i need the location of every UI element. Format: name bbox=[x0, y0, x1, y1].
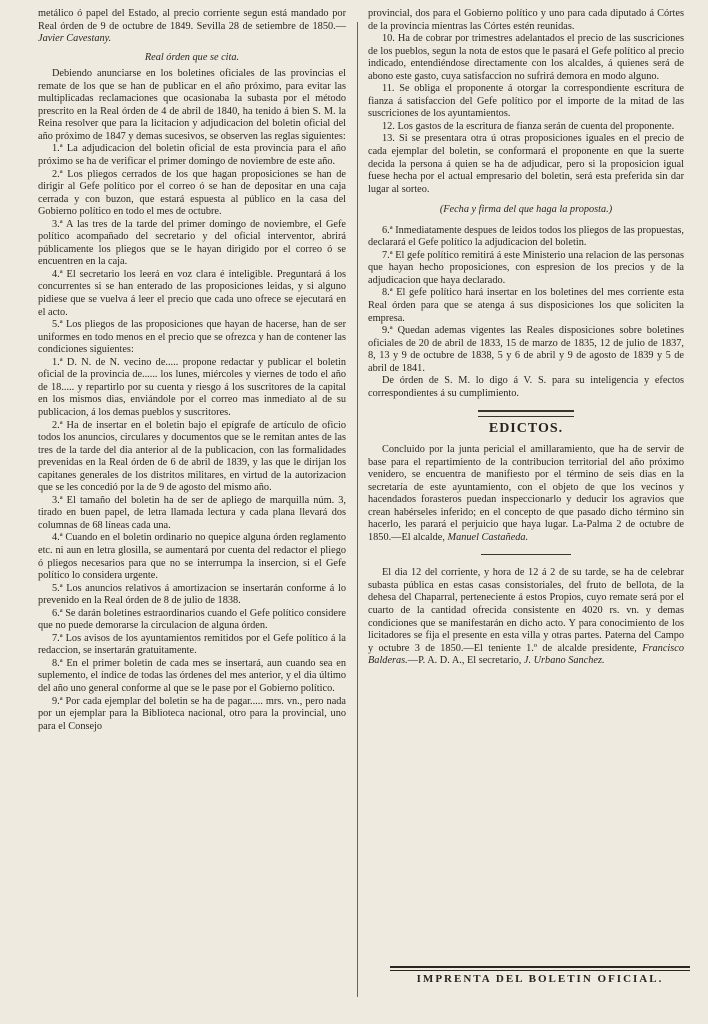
column-divider bbox=[357, 22, 358, 997]
condition-3: 3.ª El tamaño del boletin ha de ser de apliego de marquilla núm. 3, tirado en buen papel, de letra llamada lectura y cada plana llevará dos columnas de 68 líneas cada una. bbox=[38, 494, 346, 531]
section-title: EDICTOS. bbox=[488, 421, 564, 437]
condition-12: 12. Los gastos de la escritura de fianza serán de cuenta del proponente. bbox=[382, 120, 675, 132]
section-rule-thin bbox=[478, 416, 574, 417]
condition-1: 1.ª D. N. de N. vecino de..... propone redactar y publicar el boletin oficial de la provincia de...... los lunes, miércoles y viernes de todo el año de 18..... y repartirlo por su cuenta y riesgo á los suscritores de la capital en los mismos dias, enviándole por el correo mas inmediato al de su publicacion, á los demas pueblos y suscritores. bbox=[38, 356, 346, 418]
right-column bbox=[368, 8, 684, 668]
continuation-paragraph: provincial, dos para el Gobierno político y uno para cada diputado á Córtes de la provincia mientras las Córtes estén reunidas. bbox=[368, 8, 684, 32]
condition-13: 13. Si se presentara otra ú otras proposiciones iguales en el precio de cada ejemplar del boletin, se conformará el proponente en que la suerte decida la persona á quien se ha de adjudicar, pero si la proposicion igual fuese hecha por el actual empresario del boletin, será esta preferida sin dar lugar al sorteo. bbox=[368, 133, 684, 195]
rule-2: 2.ª Los pliegos cerrados de los que hagan proposiciones se han de dirigir al Gefe político por el correo ó se han de depositar en una caja cerrada y con buzon, que estará espuesta al público en la casa del Gobierno político en todo el mes de octubre. bbox=[38, 168, 346, 218]
closing-paragraph: De órden de S. M. lo digo á V. S. para su inteligencia y efectos correspondientes á su cumplimiento. bbox=[368, 375, 684, 399]
section-rule bbox=[478, 410, 574, 412]
date-signature-note: (Fecha y firma del que haga la proposta.) bbox=[439, 204, 613, 216]
condition-5: 5.ª Los anuncios relativos á amortizacion se insertarán conforme á lo prevenido en la Real órden de 8 de julio de 1838. bbox=[38, 582, 346, 607]
condition-2: 2.ª Ha de insertar en el boletin bajo el epígrafe de artículo de oficio todos los anuncios, circulares y documentos que se le remitan antes de las tres de la tarde del dia anterior al de la publicacion, con las formalidades prevenidas en la Real órden de 6 de abril de 1839, y las que le dirijan los capitanes generales de los distritos militares, en virtud de la autorizacion que se les concedió por la de 9 de agosto del mismo año. bbox=[38, 419, 346, 494]
condition-4: 4.ª Cuando en el boletin ordinario no quepice alguna órden reglamento etc. ni aun en letra glosilla, se aumentará por cuenta del redactor el pliego ó pliegos necesarios para que no se interrumpa la insercion, si el Gefe político lo considera urgente. bbox=[38, 532, 346, 582]
rule-3: 3.ª A las tres de la tarde del primer domingo de noviembre, el Gefe político acompañado del secretario y del oficial interventor, abrirá públicamente los pliegos que se le hayan dirigido por el correo ó se encuentren en la caja. bbox=[38, 218, 346, 268]
condition-8: 8.ª En el primer boletin de cada mes se insertará, aun cuando sea en suplemento, el índice de todas las órdenes del mes anterior, y el dia último del año uno general conforme al que se le pase por el Gobierno político. bbox=[38, 657, 346, 694]
rule-6: 6.ª Inmediatamente despues de leidos todos los pliegos de las propuestas, declarará el Gefe político la adjudicacion del boletin. bbox=[368, 224, 684, 249]
rule-1: 1.ª La adjudicacion del boletin oficial de esta provincia para el año próximo se ha de verificar el primer domingo de noviembre de este año. bbox=[38, 143, 346, 168]
imprint-footer: IMPRENTA DEL BOLETIN OFICIAL. bbox=[390, 966, 690, 985]
subheading: Real órden que se cita. bbox=[144, 51, 240, 63]
paragraph: Debiendo anunciarse en los boletines oficiales de las provincias el remate de los que se han de publicar en el año próximo, para evitar las multiplicadas reclamaciones que ocasionaba la subasta por el método prescrito en la Real órden de 4 de abril de 1840, ha tenido á bien S. M. la Reina resolver que para la licitacion y adjudicacion del boletin oficial del año próximo de 1847 y demas sucesivos, se observen las reglas siguientes: bbox=[38, 68, 346, 142]
edict-1: Concluido por la junta pericial el amillaramiento, que ha de servir de base para el repartimiento de la contribucion territorial del año próximo venidero, se encuentra de manifiesto por el término de seis dias en la secretaría de este ayuntamiento, con el objeto de que los vecinos y hacendados forasteros puedan inspeccionarlo y deducir los agravios que crean habérseles inferido; en el concepto de que pasado dicho término sin hacerlo, les parará el perjuicio que haya lugar. La-Palma 2 de octubre de 1850.—El alcalde, Manuel Castañeda. bbox=[368, 443, 684, 543]
edict-separator bbox=[481, 554, 571, 555]
edict-2: El dia 12 del corriente, y hora de 12 á 2 de su tarde, se ha de celebrar subasta pública en estas casas consistoriales, del fruto de bellota, de la dehesa del Chaparral, perteneciente á estos Propios, cuyo remate será por el cuarto de la cantidad ofrecida consistente en 4020 rs. vn. y demas condiciones que se manifestarán en dicho acto. Y para conocimiento de los licitadores se fija el presente en esta villa y otras partes. Paterna del Campo y octubre 3 de 1850.—El teniente 1.º de alcalde presidente, Francisco Balderas.—P. A. D. A., El secretario, J. Urbano Sanchez. bbox=[368, 567, 684, 667]
rule-4: 4.ª El secretario los leerá en voz clara é inteligible. Preguntará á los concurrentes si se han enterado de las proposiciones leidas, y si alguno pidiese que se vuelva á leer el precio que cada uno ofrece se ejecutará en el acto. bbox=[38, 268, 346, 318]
left-column bbox=[38, 8, 346, 733]
rule-8: 8.ª El gefe político hará insertar en los boletines del mes corriente esta Real órden para que se atenga á sus disposiciones los que soliciten la empresa. bbox=[368, 287, 684, 324]
condition-7: 7.ª Los avisos de los ayuntamientos remitidos por el Gefe político á la redaccion, se insertarán gratuitamente. bbox=[38, 632, 346, 657]
intro-paragraph: metálico ó papel del Estado, al precio corriente segun está mandado por Real órden de 9 de octubre de 1849. Sevilla 28 de setiembre de 1850.—Javier Cavestany. bbox=[38, 8, 346, 45]
rule-7: 7.ª El gefe político remitirá á este Ministerio una relacion de las personas que hayan hecho proposiciones, con espresion de los precios y de la adjudicacion que haya declarado. bbox=[368, 249, 684, 286]
rule-5: 5.ª Los pliegos de las proposiciones que hayan de hacerse, han de ser uniformes en todo menos en el precio que se ofrezca y han de contener las condiciones siguientes: bbox=[38, 319, 346, 356]
condition-11: 11. Se obliga el proponente á otorgar la correspondiente escritura de fianza á satisfaccion del Gefe político por el importe de la mitad de las suscriciones de los ayuntamientos. bbox=[368, 83, 684, 120]
rule-9: 9.ª Quedan ademas vigentes las Reales disposiciones sobre boletines oficiales de 20 de abril de 1833, 15 de marzo de 1835, 12 de julio de 1837, 8, 13 y 9 de octubre de 1838, 5 y 6 de abril y 9 de agosto de 1839 y 5 de abril de 1841. bbox=[368, 325, 684, 374]
condition-10: 10. Ha de cobrar por trimestres adelantados el precio de las suscriciones de los pueblos, segun la nota de estos que le pasará el Gefe político al precio indicado, entendiéndose directamente con los alcaldes, á quienes será de abono este gasto, cuya satisfaccion no sufrirá demora en modo alguno. bbox=[368, 33, 684, 82]
condition-6: 6.ª Se darán boletines estraordinarios cuando el Gefe político considere que no puede demorarse la circulacion de alguna órden. bbox=[38, 607, 346, 632]
condition-9: 9.ª Por cada ejemplar del boletin se ha de pagar..... mrs. vn., pero nada por un ejemplar para la Biblioteca nacional, otro para la provincial, uno para el Consejo bbox=[38, 695, 346, 732]
